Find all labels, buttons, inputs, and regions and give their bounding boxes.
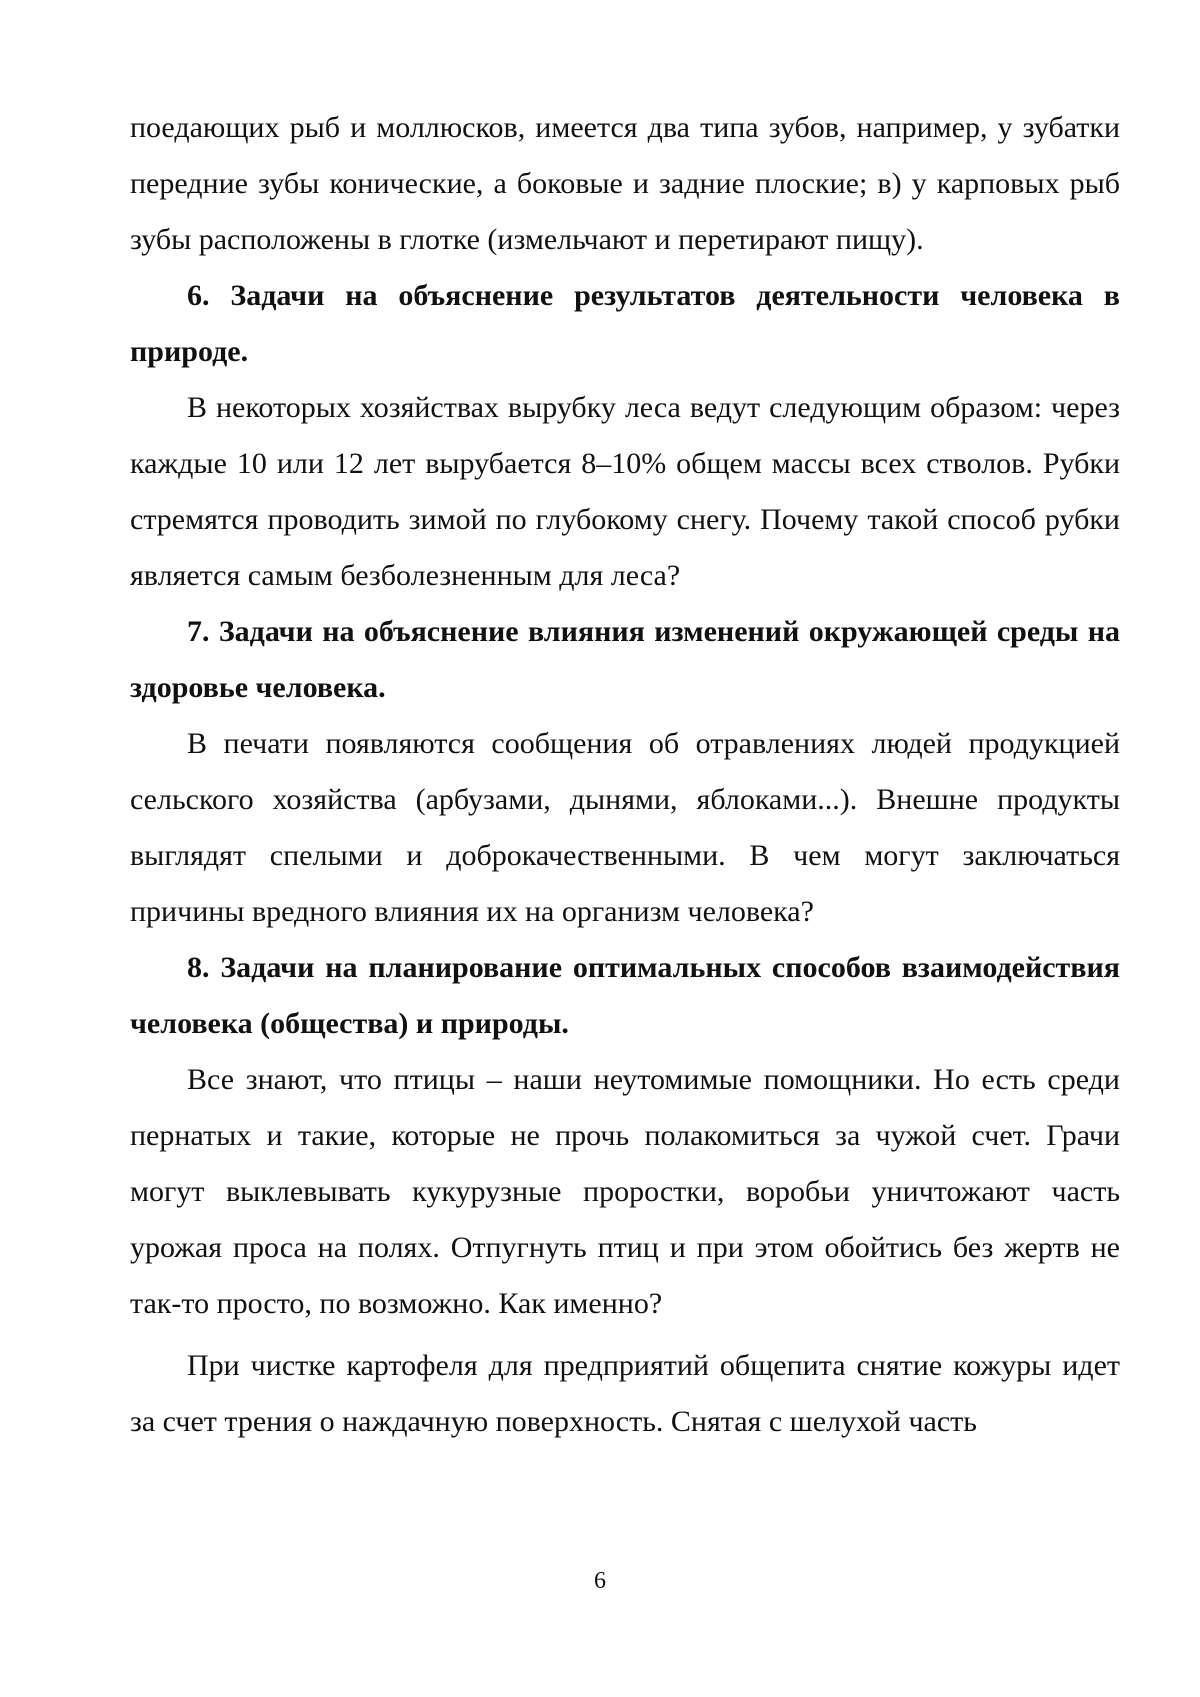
- body-paragraph: В печати появляются сообщения об отравлениях людей продукцией сельского хозяйства (арбузами, дынями, яблоками...). Внешне продукты выглядят спелыми и доброкачественными. В чем могут заключаться причины вредного влияния их на организм человека?: [130, 727, 1120, 928]
- body-paragraph: В некоторых хозяйствах вырубку леса ведут следующим образом: через каждые 10 или 12 лет вырубается 8–10% общем массы всех стволов. Рубки стремятся проводить зимой по глубокому снегу. Почему такой способ рубки является самым безболезненным для леса?: [130, 391, 1120, 592]
- page-body: [130, 100, 1120, 1450]
- body-paragraph: При чистке картофеля для предприятий общепита снятие кожуры идет за счет трения о наждачную поверхность. Снятая с шелухой часть: [130, 1349, 1120, 1438]
- section-heading-8: 8. Задачи на планирование оптимальных способов взаимодействия человека (общества) и природы.: [130, 951, 1120, 1040]
- section-heading-7: 7. Задачи на объяснение влияния изменений окружающей среды на здоровье человека.: [130, 615, 1120, 704]
- page-number: 6: [594, 1568, 606, 1594]
- section-heading-6: 6. Задачи на объяснение результатов деятельности человека в природе.: [130, 279, 1120, 368]
- body-paragraph: Все знают, что птицы – наши неутомимые помощники. Но есть среди пернатых и такие, которые не прочь полакомиться за чужой счет. Грачи могут выклевывать кукурузные проростки, воробьи уничтожают часть урожая проса на полях. Отпугнуть птиц и при этом обойтись без жертв не так-то просто, по возможно. Как именно?: [130, 1063, 1120, 1320]
- body-paragraph: поедающих рыб и моллюсков, имеется два типа зубов, например, у зубатки передние зубы конические, а боковые и задние плоские; в) у карповых рыб зубы расположены в глотке (измельчают и перетирают пищу).: [130, 111, 1120, 256]
